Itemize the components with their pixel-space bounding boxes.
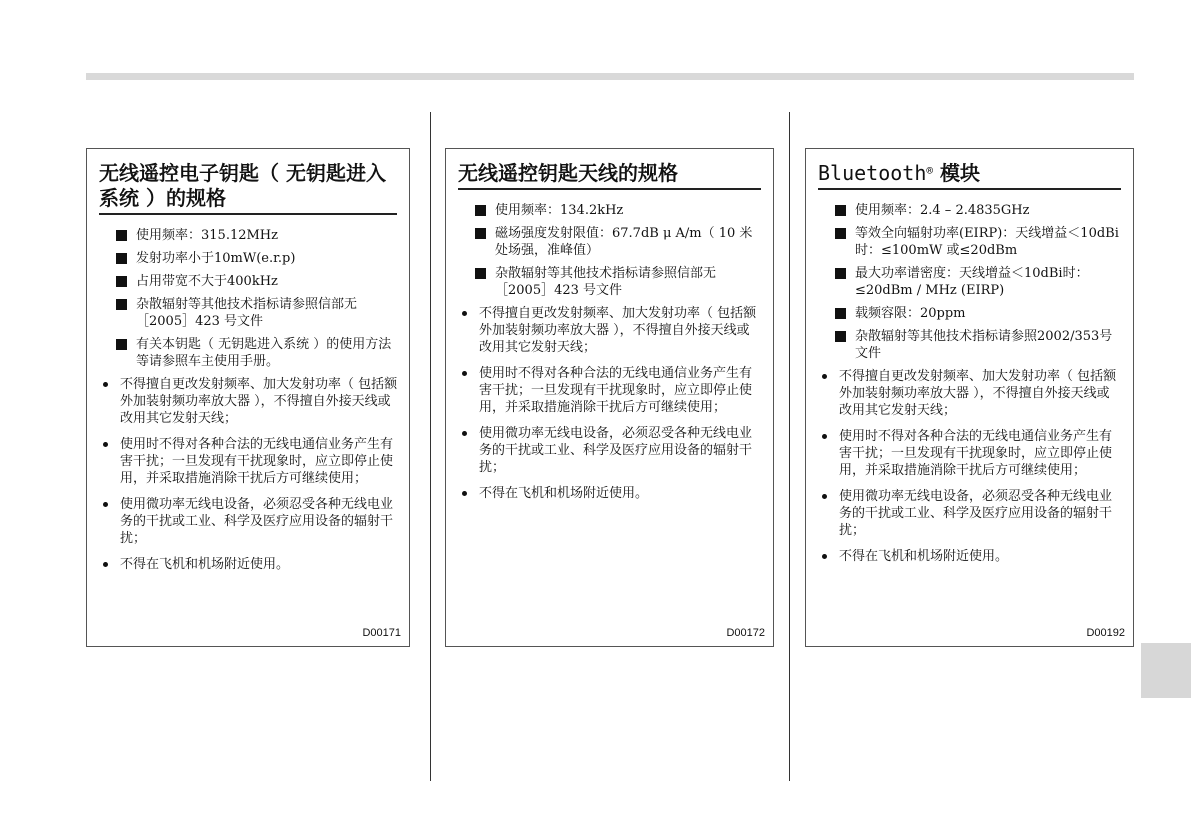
- bullet-dot-icon: [822, 434, 827, 439]
- note-item: 不得擅自更改发射频率、加大发射功率（ 包括额外加装射频功率放大器 ），不得擅自外接天线或改用其它发射天线；: [100, 376, 398, 427]
- note-item: 使用时不得对各种合法的无线电通信业务产生有害干扰；一旦发现有干扰现象时，应立即停止使用，并采取措施消除干扰后方可继续使用；: [819, 428, 1122, 479]
- chapter-tab: [1141, 643, 1191, 698]
- bullet-dot-icon: [822, 494, 827, 499]
- bullet-dot-icon: [822, 374, 827, 379]
- square-bullet-icon: [116, 253, 127, 264]
- note-list: [100, 376, 398, 573]
- bullet-dot-icon: [462, 431, 467, 436]
- spec-item: 占用带宽不大于400kHz: [116, 273, 398, 290]
- square-bullet-icon: [475, 205, 486, 216]
- note-item: 不得在飞机和机场附近使用。: [100, 556, 398, 573]
- spec-panel-keyless-entry: [86, 148, 410, 647]
- registered-mark: ®: [926, 164, 933, 177]
- bullet-dot-icon: [103, 562, 108, 567]
- bullet-dot-icon: [103, 382, 108, 387]
- spec-item: 磁场强度发射限值：67.7dB μ A/m（ 10 米处场强，准峰值）: [475, 225, 762, 259]
- spec-item: 杂散辐射等其他技术指标请参照2002/353号文件: [835, 328, 1122, 362]
- spec-item: 有关本钥匙（ 无钥匙进入系统 ）的使用方法等请参照车主使用手册。: [116, 336, 398, 370]
- spec-item: 发射功率小于10mW(e.r.p): [116, 250, 398, 267]
- spec-list: [116, 227, 398, 370]
- square-bullet-icon: [835, 308, 846, 319]
- square-bullet-icon: [835, 205, 846, 216]
- note-item: 使用时不得对各种合法的无线电通信业务产生有害干扰；一旦发现有干扰现象时，应立即停止使用，并采取措施消除干扰后方可继续使用；: [100, 436, 398, 487]
- bullet-dot-icon: [462, 371, 467, 376]
- spec-item: 杂散辐射等其他技术指标请参照信部无［2005］423 号文件: [475, 265, 762, 299]
- spec-panel-bluetooth: [805, 148, 1134, 647]
- spec-item: 杂散辐射等其他技术指标请参照信部无［2005］423 号文件: [116, 296, 398, 330]
- note-item: 使用微功率无线电设备，必须忍受各种无线电业务的干扰或工业、科学及医疗应用设备的辐射干扰；: [100, 496, 398, 547]
- spec-list: [835, 202, 1122, 362]
- note-item: 不得在飞机和机场附近使用。: [459, 485, 762, 502]
- square-bullet-icon: [116, 276, 127, 287]
- spec-item: 使用频率：2.4 – 2.4835GHz: [835, 202, 1122, 219]
- square-bullet-icon: [835, 228, 846, 239]
- square-bullet-icon: [835, 331, 846, 342]
- column-divider: [430, 112, 431, 781]
- spec-item: 使用频率：134.2kHz: [475, 202, 762, 219]
- square-bullet-icon: [116, 230, 127, 241]
- panel-title: Bluetooth® 模块: [818, 161, 1121, 190]
- note-item: 使用微功率无线电设备，必须忍受各种无线电业务的干扰或工业、科学及医疗应用设备的辐射干扰；: [819, 488, 1122, 539]
- figure-code: D00172: [726, 627, 765, 639]
- note-list: [819, 368, 1122, 565]
- bullet-dot-icon: [462, 491, 467, 496]
- figure-code: D00192: [1086, 627, 1125, 639]
- header-rule: [86, 73, 1134, 80]
- bullet-dot-icon: [822, 554, 827, 559]
- square-bullet-icon: [475, 228, 486, 239]
- note-list: [459, 305, 762, 502]
- square-bullet-icon: [835, 268, 846, 279]
- square-bullet-icon: [475, 268, 486, 279]
- column-divider: [789, 112, 790, 781]
- note-item: 不得擅自更改发射频率、加大发射功率（ 包括额外加装射频功率放大器 ），不得擅自外接天线或改用其它发射天线；: [819, 368, 1122, 419]
- spec-item: 使用频率：315.12MHz: [116, 227, 398, 244]
- spec-panel-key-antenna: [445, 148, 774, 647]
- spec-list: [475, 202, 762, 299]
- bullet-dot-icon: [103, 442, 108, 447]
- square-bullet-icon: [116, 339, 127, 350]
- spec-item: 等效全向辐射功率(EIRP)：天线增益＜10dBi时：≤100mW 或≤20dBm: [835, 225, 1122, 259]
- spec-item: 载频容限：20ppm: [835, 305, 1122, 322]
- note-item: 使用微功率无线电设备，必须忍受各种无线电业务的干扰或工业、科学及医疗应用设备的辐射干扰；: [459, 425, 762, 476]
- figure-code: D00171: [362, 627, 401, 639]
- note-item: 不得在飞机和机场附近使用。: [819, 548, 1122, 565]
- bullet-dot-icon: [462, 311, 467, 316]
- panel-title: 无线遥控电子钥匙（ 无钥匙进入系统 ）的规格: [99, 161, 397, 215]
- spec-item: 最大功率谱密度：天线增益＜10dBi时：≤20dBm / MHz (EIRP): [835, 265, 1122, 299]
- note-item: 不得擅自更改发射频率、加大发射功率（ 包括额外加装射频功率放大器 ），不得擅自外接天线或改用其它发射天线；: [459, 305, 762, 356]
- panel-title: 无线遥控钥匙天线的规格: [458, 161, 761, 190]
- note-item: 使用时不得对各种合法的无线电通信业务产生有害干扰；一旦发现有干扰现象时，应立即停止使用，并采取措施消除干扰后方可继续使用；: [459, 365, 762, 416]
- bullet-dot-icon: [103, 502, 108, 507]
- square-bullet-icon: [116, 299, 127, 310]
